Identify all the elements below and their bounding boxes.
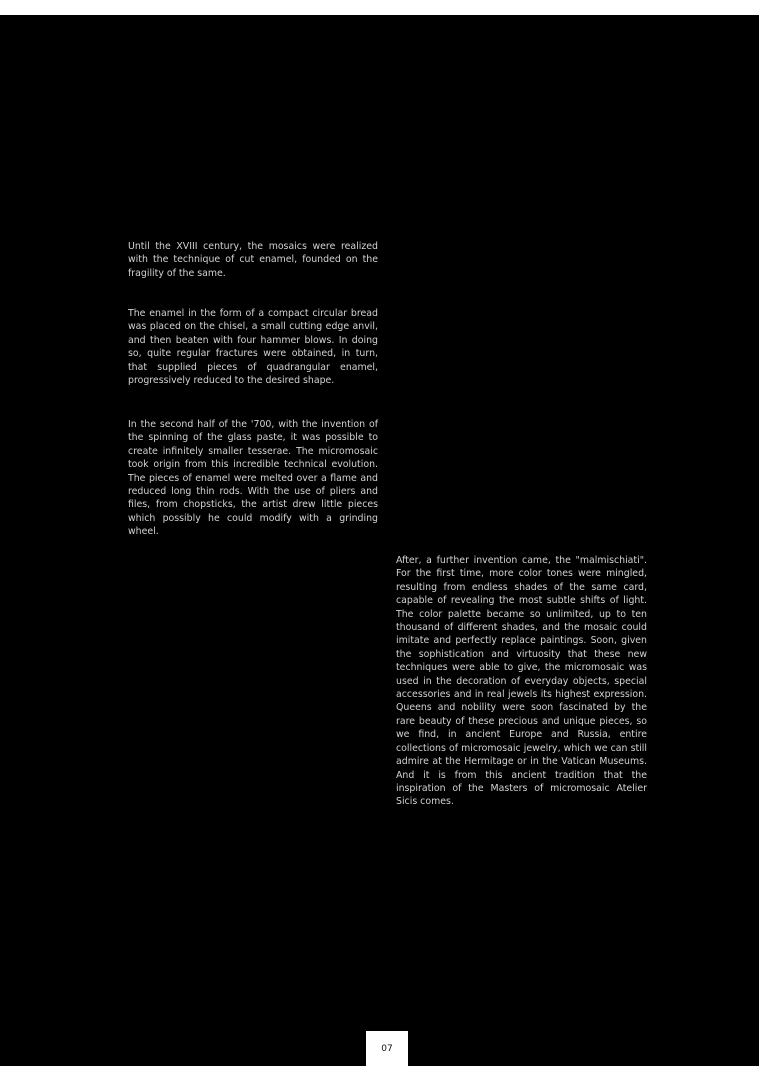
paragraph-enamel-fracturing: The enamel in the form of a compact circular bread was placed on the chisel, a small cutting edge anvil, and then beaten with four hammer blows. In doing so, quite regular fractures were obtained, in turn, that supplied pieces of quadrangular enamel, progressively reduced to the desired shape. xyxy=(128,308,378,387)
paragraph-micromosaic-origin: In the second half of the '700, with the invention of the spinning of the glass paste, it was possible to create infinitely smaller tesserae. The micromosaic took origin from this incredible technical evolution. The pieces of enamel were melted over a flame and reduced long thin rods. With the use of pliers and files, from chopsticks, the artist drew little pieces which possibly he could modify with a grinding wheel. xyxy=(128,419,378,538)
document-page xyxy=(0,15,759,1066)
page-number: 07 xyxy=(381,1043,393,1054)
page-number-box xyxy=(366,1031,408,1066)
paragraph-malmischiati: After, a further invention came, the "malmischiati". For the first time, more color tones were mingled, resulting from endless shades of the same card, capable of revealing the most subtle shifts of light. The color palette became so unlimited, up to ten thousand of different shades, and the mosaic could imitate and perfectly replace paintings. Soon, given the sophistication and virtuosity that these new techniques were able to give, the micromosaic was used in the decoration of everyday objects, special accessories and in real jewels its highest expression. Queens and nobility were soon fascinated by the rare beauty of these precious and unique pieces, so we find, in ancient Europe and Russia, entire collections of micromosaic jewelry, which we can still admire at the Hermitage or in the Vatican Museums. And it is from this ancient tradition that the inspiration of the Masters of micromosaic Atelier Sicis comes. xyxy=(396,555,647,808)
paragraph-cut-enamel-intro: Until the XVIII century, the mosaics were realized with the technique of cut enamel, founded on the fragility of the same. xyxy=(128,241,378,279)
